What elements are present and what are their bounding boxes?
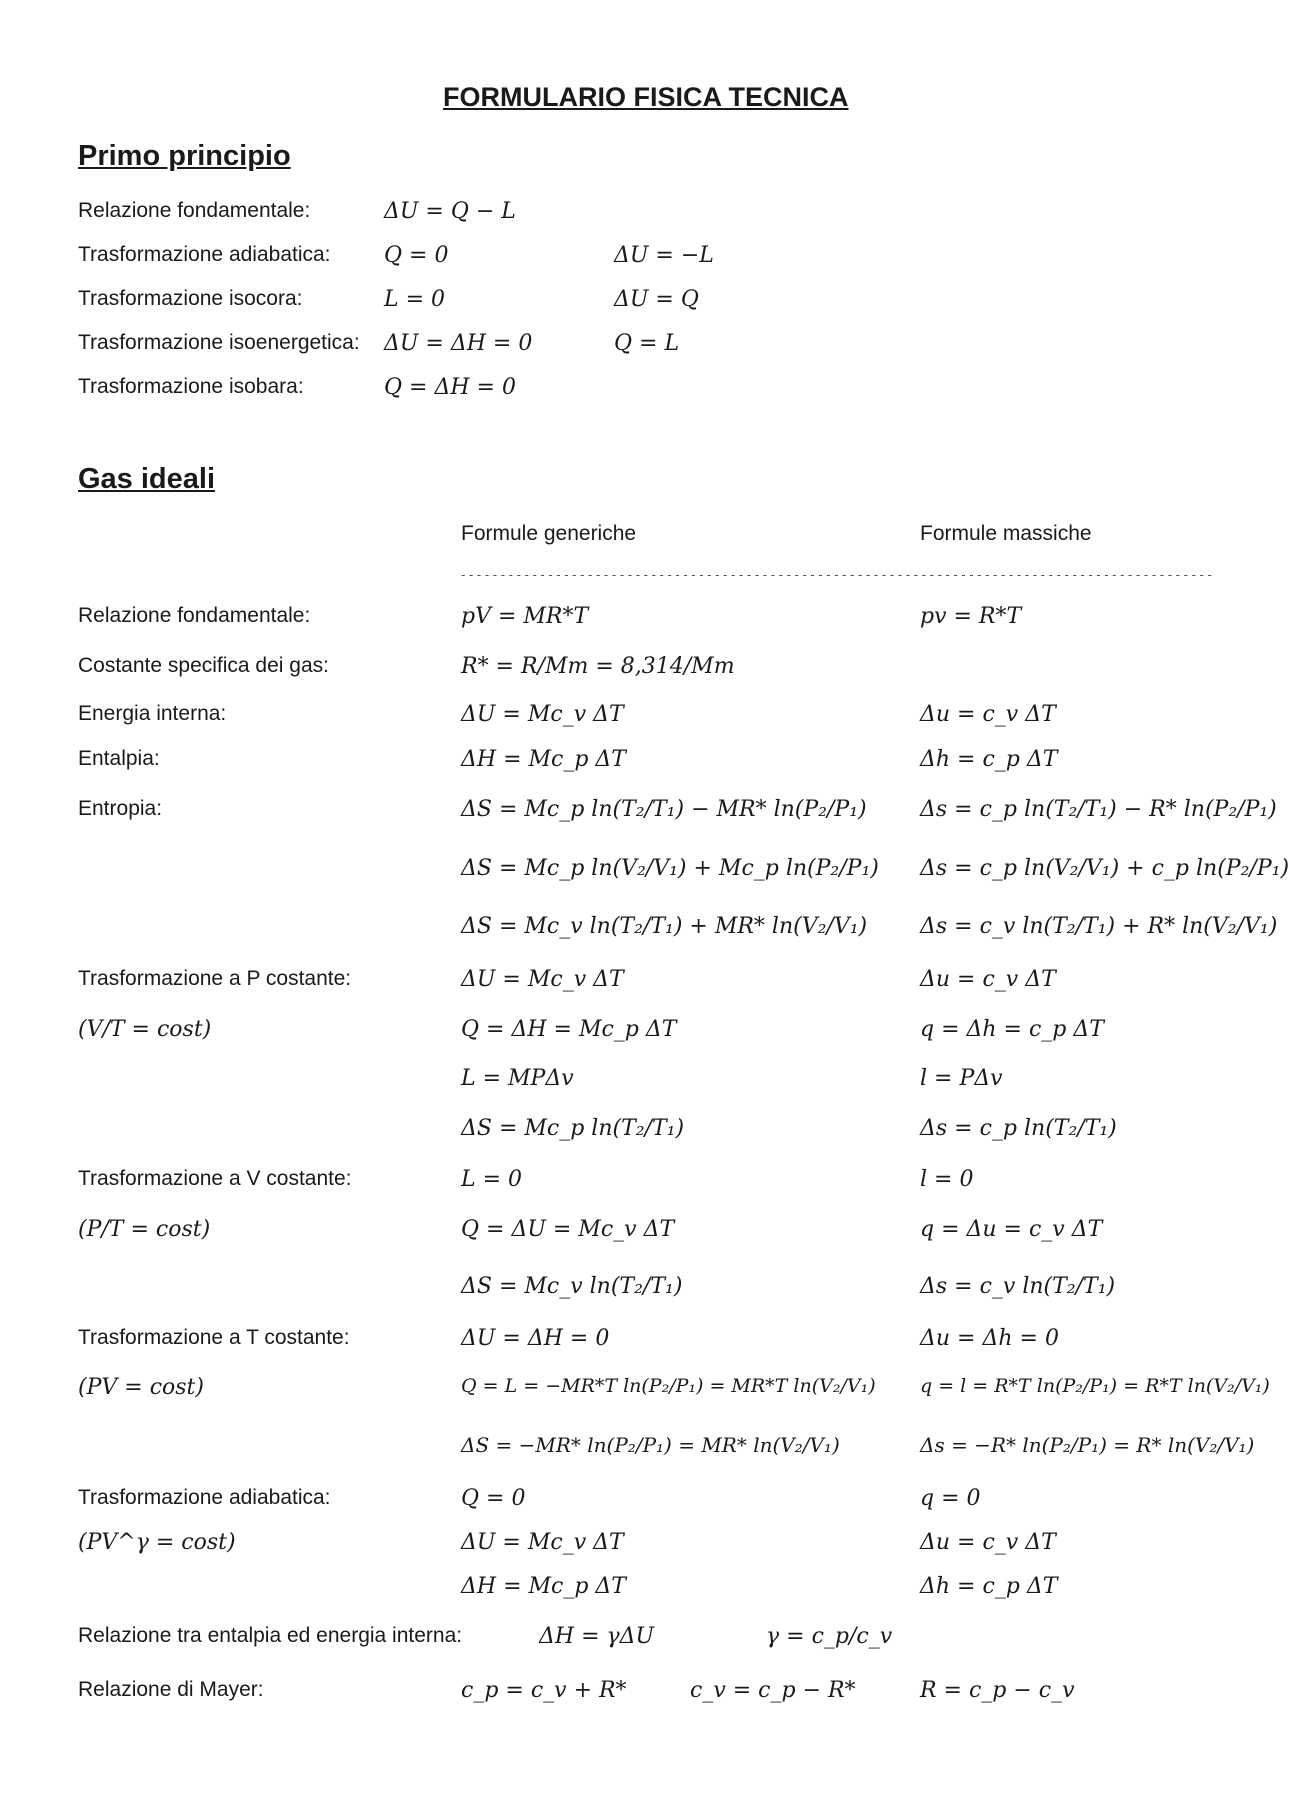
primo-formula: Q = L	[614, 331, 680, 356]
gas-formula-generic: ΔS = Mc_p ln(T₂/T₁)	[461, 1116, 685, 1141]
gas-label-condition: (PV = cost)	[78, 1375, 204, 1400]
gas-label-condition: (V/T = cost)	[78, 1017, 212, 1042]
gas-label: Entalpia:	[78, 747, 160, 770]
section-heading-primo-principio: Primo principio	[78, 140, 291, 172]
primo-label: Trasformazione isoenergetica:	[78, 331, 360, 354]
gas-formula-mass: q = Δh = c_p ΔT	[920, 1017, 1104, 1042]
gas-formula-generic: R* = R/Mm = 8,314/Mm	[461, 654, 735, 679]
gas-formula-generic: ΔS = Mc_p ln(V₂/V₁) + Mc_p ln(P₂/P₁)	[461, 856, 879, 881]
column-separator: - - - - - - - - - - - - - - - - - - - - - - - - - - - - - - - - - - - - - - - - - - - - - - - - - - - - - - - - - - - - - - - - - - - - - - - - - - - - - - - - - - - - - - - - - - - - - - -	[461, 567, 1212, 582]
gas-formula-generic: Q = 0	[461, 1486, 526, 1511]
gas-formula-generic: ΔU = Mc_v ΔT	[461, 967, 624, 992]
gas-formula-mass: Δu = c_v ΔT	[920, 1530, 1056, 1555]
gas-formula-generic: ΔS = −MR* ln(P₂/P₁) = MR* ln(V₂/V₁)	[461, 1433, 840, 1457]
gas-formula-generic: Q = L = −MR*T ln(P₂/P₁) = MR*T ln(V₂/V₁)	[461, 1375, 876, 1397]
gas-label: Entropia:	[78, 797, 163, 820]
gas-formula-generic: ΔS = Mc_v ln(T₂/T₁)	[461, 1274, 683, 1299]
gas-formula-generic: ΔU = Mc_v ΔT	[461, 702, 624, 727]
gas-label: Trasformazione a T costante:	[78, 1326, 350, 1349]
gas-label: Trasformazione a V costante:	[78, 1167, 352, 1190]
gas-formula-mass: Δu = Δh = 0	[920, 1326, 1059, 1351]
gas-formula-generic: ΔS = Mc_p ln(T₂/T₁) − MR* ln(P₂/P₁)	[461, 797, 867, 822]
gas-formula-generic: L = 0	[461, 1167, 523, 1192]
primo-label: Trasformazione isobara:	[78, 375, 304, 398]
gas-label: Relazione fondamentale:	[78, 604, 311, 627]
primo-formula: Q = 0	[384, 243, 449, 268]
gas-formula-mass: Δu = c_v ΔT	[920, 967, 1056, 992]
gas-label: Trasformazione a P costante:	[78, 967, 352, 990]
column-header-mass: Formule massiche	[920, 522, 1092, 545]
primo-formula: ΔU = −L	[614, 243, 714, 268]
primo-formula: ΔU = Q − L	[384, 199, 516, 224]
gas-formula-generic: pV = MR*T	[461, 604, 589, 629]
gas-formula-generic: Q = ΔU = Mc_v ΔT	[461, 1217, 675, 1242]
gas-formula-mass: Δs = c_v ln(T₂/T₁)	[920, 1274, 1116, 1299]
mayer-formula: c_v = c_p − R*	[690, 1678, 856, 1703]
gas-formula-mass: q = Δu = c_v ΔT	[920, 1217, 1103, 1242]
entalpia-relation-formula: ΔH = γΔU	[539, 1624, 655, 1649]
gamma-definition-formula: γ = c_p/c_v	[766, 1624, 893, 1649]
primo-formula: Q = ΔH = 0	[384, 375, 516, 400]
gas-formula-generic: ΔH = Mc_p ΔT	[461, 747, 626, 772]
column-header-generic: Formule generiche	[461, 522, 637, 545]
gas-formula-generic: ΔU = Mc_v ΔT	[461, 1530, 624, 1555]
page-title: FORMULARIO FISICA TECNICA	[443, 82, 849, 112]
gas-formula-mass: Δh = c_p ΔT	[920, 1574, 1058, 1599]
gas-formula-mass: pv = R*T	[920, 604, 1022, 629]
gas-formula-mass: Δs = c_v ln(T₂/T₁) + R* ln(V₂/V₁)	[920, 914, 1278, 939]
primo-formula: ΔU = ΔH = 0	[384, 331, 533, 356]
gas-formula-mass: Δs = c_p ln(T₂/T₁) − R* ln(P₂/P₁)	[920, 797, 1277, 822]
primo-formula: L = 0	[384, 287, 446, 312]
section-heading-gas-ideali: Gas ideali	[78, 463, 216, 495]
gas-label: Costante specifica dei gas:	[78, 654, 329, 677]
gas-label-condition: (PV^γ = cost)	[78, 1530, 236, 1555]
gas-label: Trasformazione adiabatica:	[78, 1486, 331, 1509]
gas-formula-generic: L = MPΔv	[461, 1066, 574, 1091]
gas-formula-mass: Δs = c_p ln(V₂/V₁) + c_p ln(P₂/P₁)	[920, 856, 1289, 881]
gas-label-condition: (P/T = cost)	[78, 1217, 211, 1242]
primo-label: Relazione fondamentale:	[78, 199, 311, 222]
gas-formula-mass: l = PΔv	[920, 1066, 1003, 1091]
gas-formula-generic: Q = ΔH = Mc_p ΔT	[461, 1017, 677, 1042]
primo-label: Trasformazione adiabatica:	[78, 243, 331, 266]
gas-formula-mass: Δs = c_p ln(T₂/T₁)	[920, 1116, 1117, 1141]
gas-formula-mass: Δh = c_p ΔT	[920, 747, 1058, 772]
gas-formula-generic: ΔS = Mc_v ln(T₂/T₁) + MR* ln(V₂/V₁)	[461, 914, 868, 939]
gas-formula-mass: Δs = −R* ln(P₂/P₁) = R* ln(V₂/V₁)	[920, 1433, 1255, 1457]
primo-formula: ΔU = Q	[614, 287, 699, 312]
mayer-formula: c_p = c_v + R*	[461, 1678, 627, 1703]
gas-formula-generic: ΔH = Mc_p ΔT	[461, 1574, 626, 1599]
gas-formula-mass: Δu = c_v ΔT	[920, 702, 1056, 727]
gas-formula-generic: ΔU = ΔH = 0	[461, 1326, 610, 1351]
gas-label: Energia interna:	[78, 702, 227, 725]
gas-formula-mass: q = l = R*T ln(P₂/P₁) = R*T ln(V₂/V₁)	[920, 1375, 1270, 1397]
gas-formula-mass: l = 0	[920, 1167, 974, 1192]
primo-label: Trasformazione isocora:	[78, 287, 303, 310]
mayer-relation-label: Relazione di Mayer:	[78, 1678, 264, 1701]
gas-formula-mass: q = 0	[920, 1486, 981, 1511]
entalpia-relation-label: Relazione tra entalpia ed energia interna:	[78, 1624, 463, 1647]
mayer-formula: R = c_p − c_v	[920, 1678, 1075, 1703]
